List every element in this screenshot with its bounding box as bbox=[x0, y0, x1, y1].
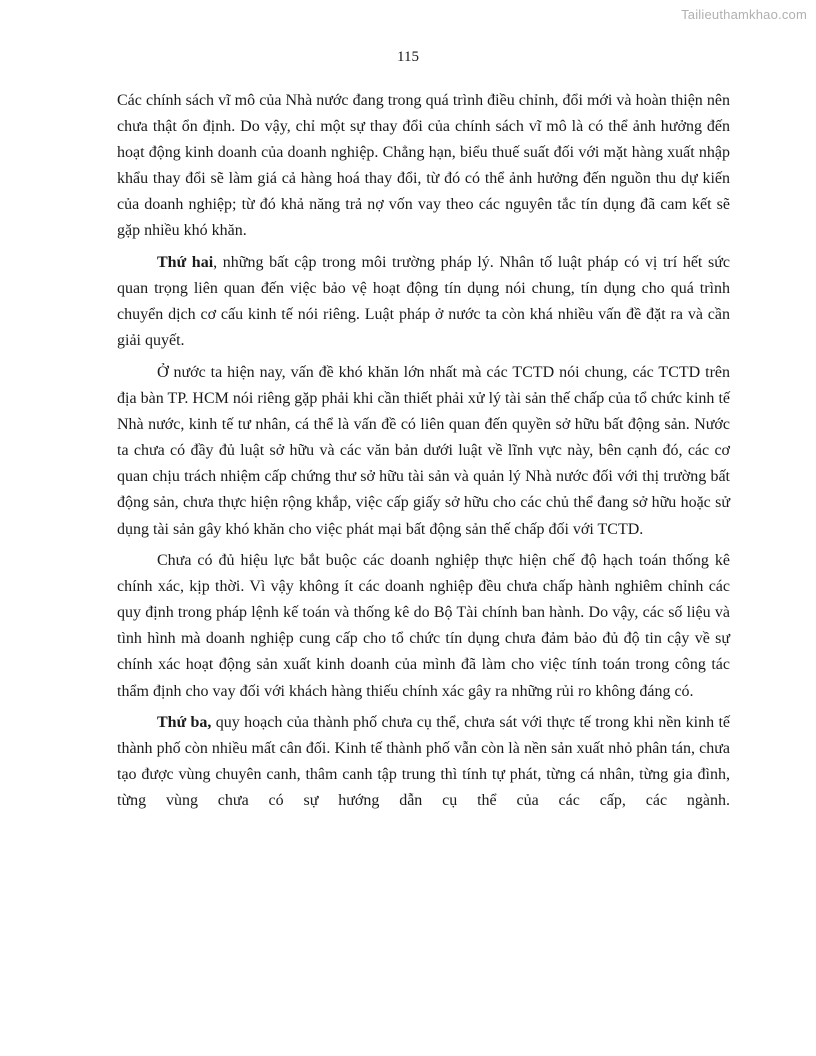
page-number: 115 bbox=[397, 49, 419, 65]
paragraph-2-lead: Thứ hai bbox=[157, 254, 214, 272]
paragraph-4 bbox=[117, 548, 730, 705]
paragraph-2-text: , những bất cập trong môi trường pháp lý. Nhân tố luật pháp có vị trí hết sức quan trọng liên quan đến việc bảo vệ hoạt động tín dụng nói chung, tín dụng cho quá trình chuyển dịch cơ cấu kinh tế nói riêng. Luật pháp ở nước ta còn khá nhiều vấn đề đặt ra và cần giải quyết. bbox=[117, 254, 731, 350]
document-body bbox=[117, 88, 730, 815]
paragraph-2 bbox=[117, 250, 730, 354]
paragraph-1-text: Các chính sách vĩ mô của Nhà nước đang trong quá trình điều chỉnh, đổi mới và hoàn thiện nên chưa thật ổn định. Do vậy, chỉ một sự thay đổi của chính sách vĩ mô là có thể ảnh hưởng đến hoạt động kinh doanh của doanh nghiệp. Chẳng hạn, biểu thuế suất đối với mặt hàng xuất nhập khẩu thay đổi sẽ làm giá cả hàng hoá thay đổi, từ đó có thể ảnh hưởng đến nguồn thu dự kiến của doanh nghiệp; từ đó khả năng trả nợ vốn vay theo các nguyên tắc tín dụng đã cam kết sẽ gặp nhiều khó khăn. bbox=[117, 92, 730, 240]
paragraph-1 bbox=[117, 88, 730, 245]
paragraph-5-text: quy hoạch của thành phố chưa cụ thể, chưa sát với thực tế trong khi nền kinh tế thành phố còn nhiều mất cân đối. Kinh tế thành phố vẫn còn là nền sản xuất nhỏ phân tán, chưa tạo được vùng chuyên canh, thâm canh tập trung thì tính tự phát, từng cá nhân, từng gia đình, từng vùng chưa có sự hướng dẫn cụ thể của các cấp, các ngành. bbox=[117, 714, 731, 810]
paragraph-5 bbox=[117, 710, 730, 814]
paragraph-5-lead: Thứ ba, bbox=[157, 714, 212, 732]
paragraph-3 bbox=[117, 360, 730, 543]
paragraph-4-text: Chưa có đủ hiệu lực bắt buộc các doanh nghiệp thực hiện chế độ hạch toán thống kê chính xác, kịp thời. Vì vậy không ít các doanh nghiệp đều chưa chấp hành nghiêm chỉnh các quy định trong pháp lệnh kế toán và thống kê do Bộ Tài chính ban hành. Do vậy, các số liệu và tình hình mà doanh nghiệp cung cấp cho tổ chức tín dụng chưa đảm bảo đủ độ tin cậy về sự chính xác hoạt động sản xuất kinh doanh của mình đã làm cho việc tính toán trong công tác thẩm định cho vay đối với khách hàng thiếu chính xác gây ra những rủi ro không đáng có. bbox=[117, 552, 730, 700]
paragraph-3-text: Ở nước ta hiện nay, vấn đề khó khăn lớn nhất mà các TCTD nói chung, các TCTD trên địa bàn TP. HCM nói riêng gặp phải khi cần thiết phải xử lý tài sản thế chấp của tổ chức kinh tế Nhà nước, kinh tế tư nhân, cá thể là vấn đề có liên quan đến quyền sở hữu bất động sản. Nước ta chưa có đầy đủ luật sở hữu và các văn bản dưới luật về lĩnh vực này, bên cạnh đó, các cơ quan chịu trách nhiệm cấp chứng thư sở hữu tài sản và quản lý Nhà nước đối với thị trường bất động sản, chưa thực hiện rộng khắp, việc cấp giấy sở hữu cho các chủ thể đang sở hữu hoặc sử dụng tài sản gây khó khăn cho việc phát mại bất động sản thế chấp đối với TCTD. bbox=[117, 363, 730, 538]
watermark-text: Tailieuthamkhao.com bbox=[681, 7, 807, 22]
